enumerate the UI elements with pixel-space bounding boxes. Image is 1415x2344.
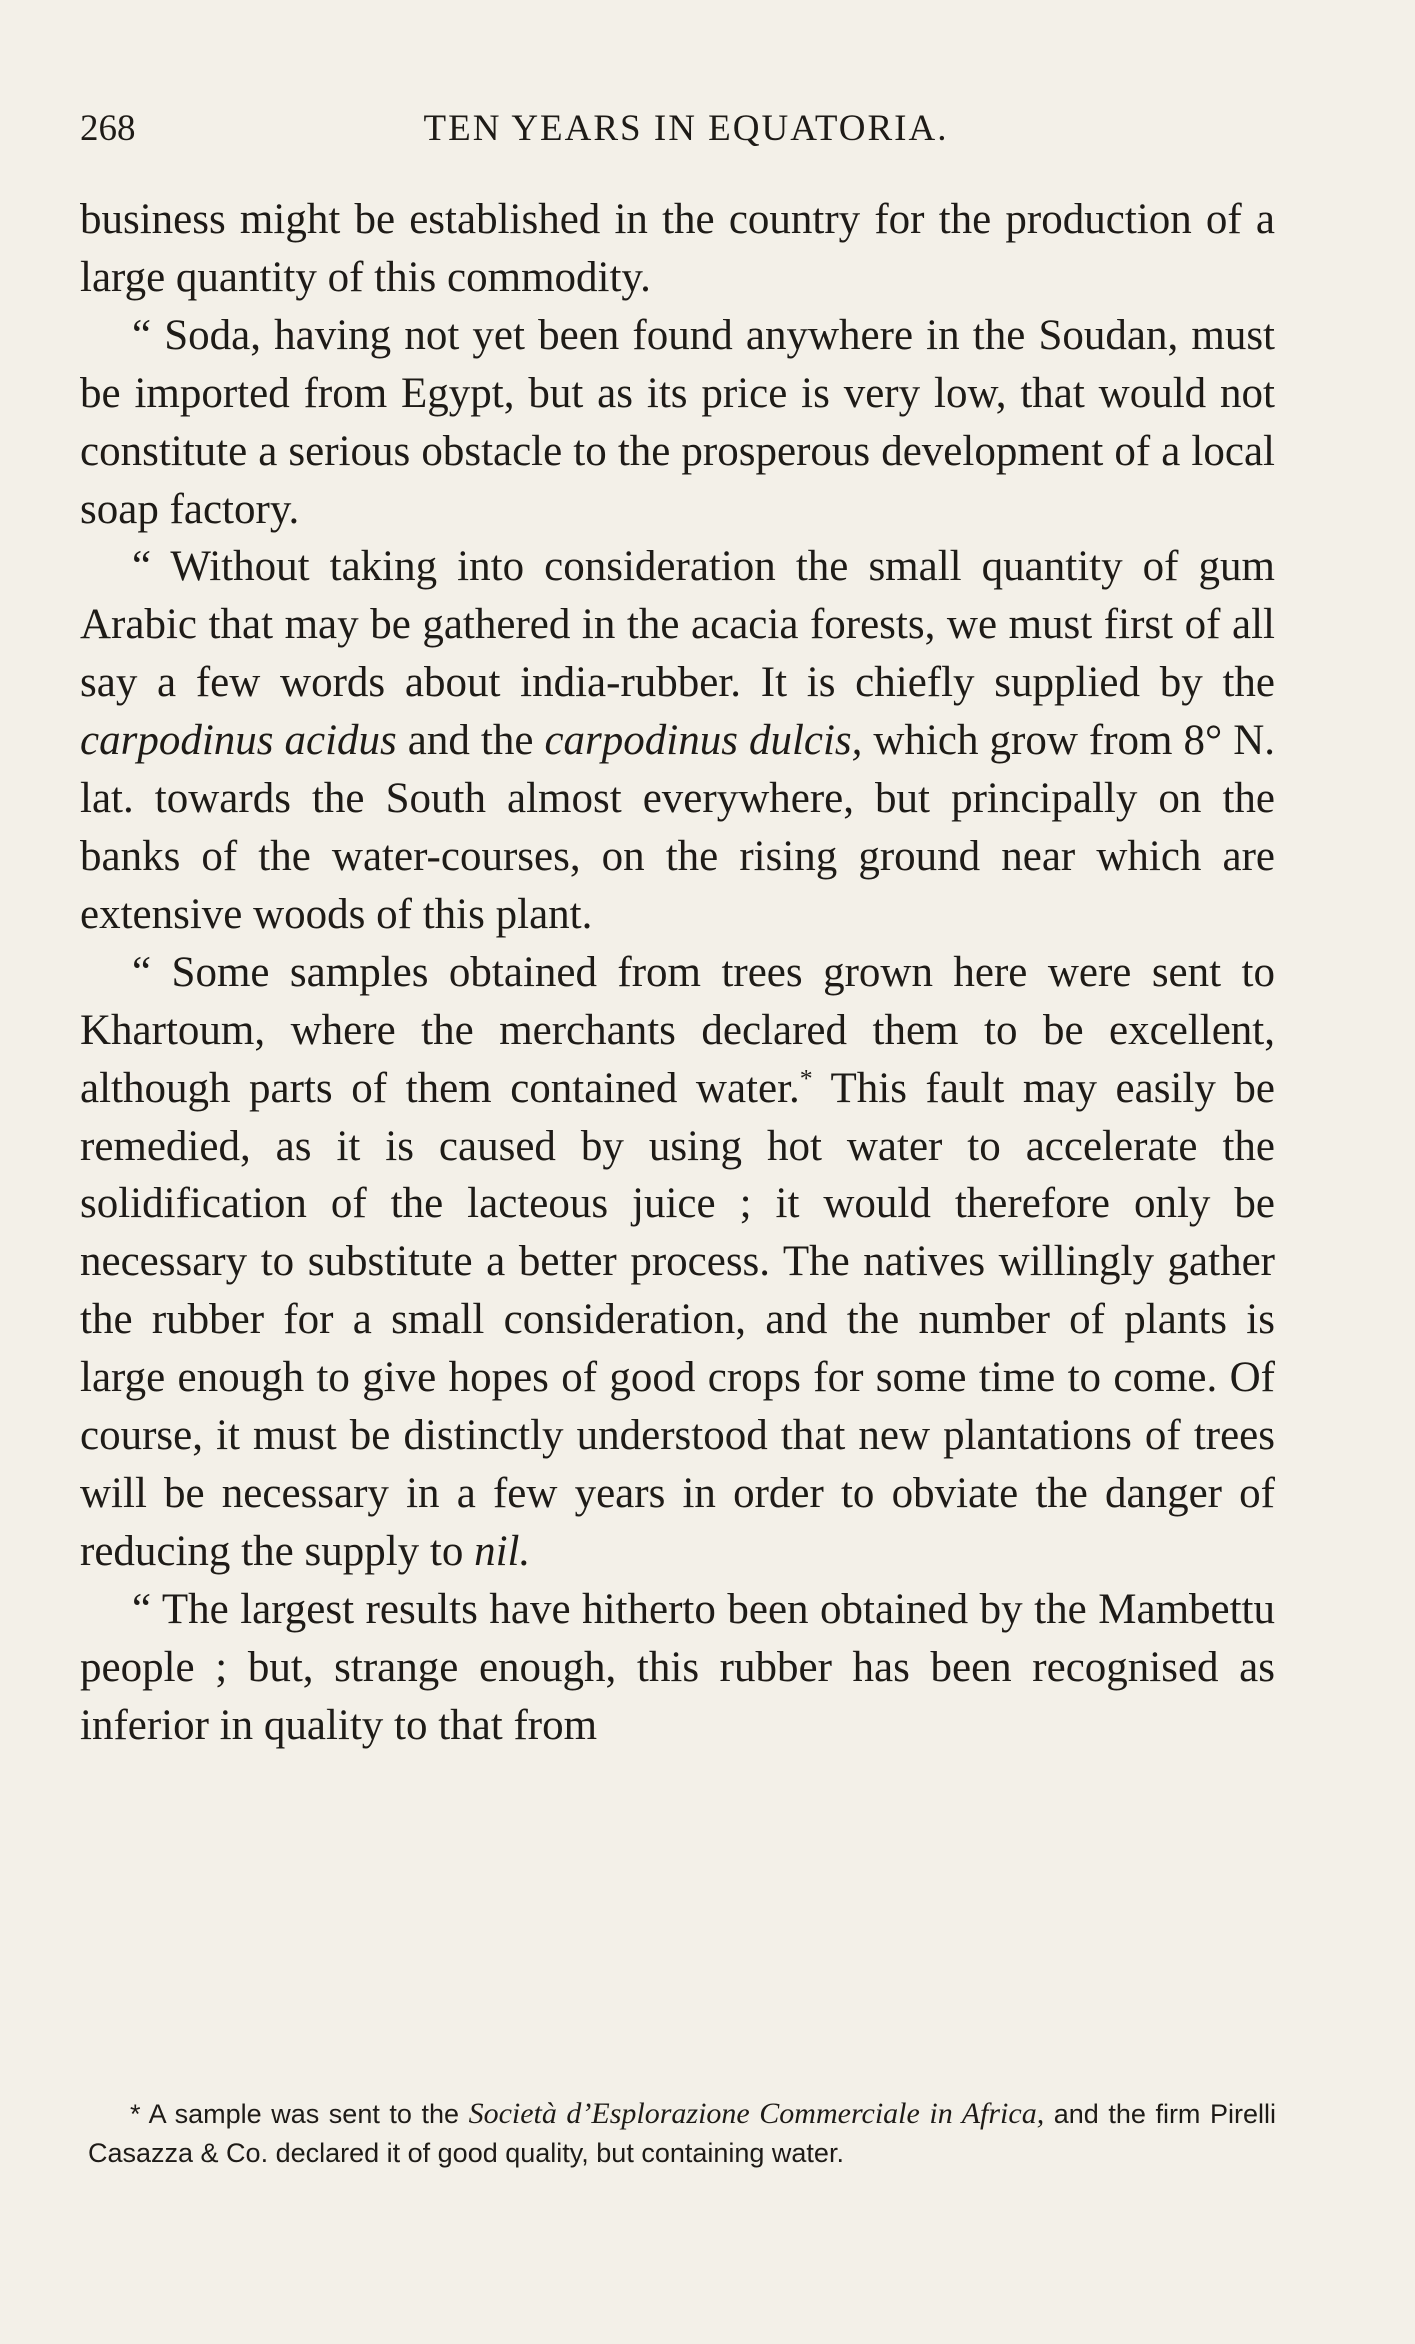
footnote <box>88 2094 1276 2173</box>
italic-word: nil. <box>474 1527 531 1575</box>
footnote-text: and the firm Pirelli Casazza & Co. declared it of good quality, but containing water. <box>88 2099 1276 2168</box>
paragraph-text: “ Soda, having not yet been found anywhere in the Soudan, must be imported from Egypt, but as its price is very low, that would not constitute a serious obstacle to the prosperous development of a local soap factory. <box>80 311 1275 533</box>
italic-species-name: carpodinus acidus <box>80 717 397 765</box>
paragraph-text: business might be established in the country for the production of a large quantity of this commodity. <box>80 196 1275 301</box>
footnote-text: A sample was sent to the <box>140 2099 469 2129</box>
footnote-marker: * <box>130 2099 141 2129</box>
paragraph-text: “ Some samples obtained from trees grown here were sent to Khartoum, where the merchants declared them to be excellent, although parts of them contained water. <box>80 948 1275 1112</box>
running-title: TEN YEARS IN EQUATORIA. <box>423 108 949 149</box>
paragraph-text: This fault may easily be remedied, as it is caused by using hot water to accelerate the solidification of the lacteous juice ; it would therefore only be necessary to substitute a better process. The natives willingly gather the rubber for a small consideration, and the number of plants is large enough to give hopes of good crops for some time to come. Of course, it must be distinctly understood that new plantations of trees will be necessary in a few years in order to obviate the danger of reducing the supply to <box>80 1064 1275 1575</box>
paragraph-text: which grow from 8° N. lat. towards the South almost everywhere, but principally on the banks of the water-courses, on the rising ground near which are extensive woods of this plant. <box>80 717 1276 938</box>
paragraph-3 <box>80 538 1275 943</box>
page-header <box>80 104 1292 154</box>
paragraph-2 <box>80 307 1275 539</box>
paragraph-text: and the <box>396 717 545 765</box>
body-text <box>80 191 1275 1754</box>
footnote-italic-society: Società d’Esplorazione Commerciale in Africa, <box>468 2097 1045 2130</box>
paragraph-text: “ The largest results have hitherto been obtained by the Mambettu people ; but, strange enough, this rubber has been recognised as inferior in quality to that from <box>80 1585 1275 1749</box>
footnote-reference: * <box>799 1063 813 1093</box>
italic-species-name: carpodinus dulcis, <box>544 717 863 765</box>
paragraph-4 <box>80 944 1275 1581</box>
paragraph-5 <box>80 1581 1275 1755</box>
paragraph-1 <box>80 191 1275 307</box>
paragraph-text: “ Without taking into consideration the small quantity of gum Arabic that may be gathered in the acacia forests, we must first of all say a few words about india-rubber. It is chiefly supplied by the <box>80 543 1275 707</box>
page-number: 268 <box>80 108 136 149</box>
